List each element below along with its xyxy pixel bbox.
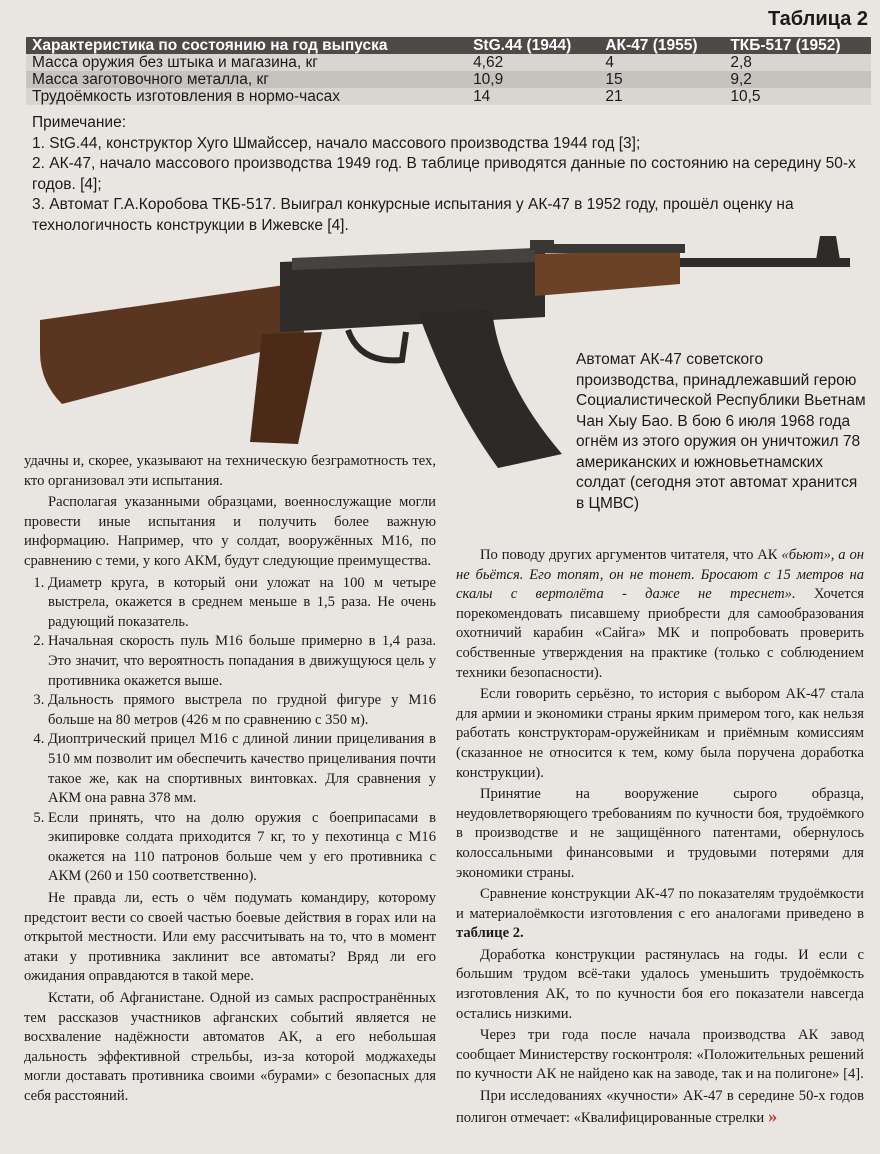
advantages-list bbox=[24, 574, 436, 888]
paragraph bbox=[456, 1087, 864, 1128]
continue-arrow-icon: » bbox=[768, 1105, 778, 1126]
table-cell: 10,9 bbox=[467, 71, 599, 88]
text-column-right bbox=[456, 546, 864, 1130]
note-item: 3. Автомат Г.А.Коробова ТКБ-517. Выиграл конкурсные испытания у АК-47 в 1952 году, прошёл оценку на технологичность конструкции в Ижевске [4]. bbox=[32, 196, 794, 234]
rifle-grip bbox=[250, 332, 322, 444]
table-row bbox=[26, 71, 871, 88]
table-cell: 14 bbox=[467, 88, 599, 105]
table-cell: 4,62 bbox=[467, 54, 599, 71]
table-cell: 4 bbox=[599, 54, 724, 71]
table-cell: Трудоёмкость изготовления в нормо-часах bbox=[26, 88, 467, 105]
list-item: 3. Дальность прямого выстрела по грудной фигуре у M16 больше на 80 метров (426 м по сравнению с 350 м). bbox=[48, 691, 436, 730]
table-cell: 9,2 bbox=[724, 71, 871, 88]
rifle-magazine bbox=[418, 310, 562, 468]
table-notes bbox=[32, 113, 868, 236]
paragraph: Доработка конструкции растянулась на годы. И если с большим трудом всё-таки удалось уменьшить трудоёмкость изготовления АК, то по кучности боя его показатели навсегда остались низкими. bbox=[456, 946, 864, 1022]
note-item: 1. StG.44, конструктор Хуго Шмайссер, начало массового производства 1944 год [3]; bbox=[32, 134, 641, 152]
table-cell: 2,8 bbox=[724, 54, 871, 71]
paragraph bbox=[456, 546, 864, 683]
paragraph: удачны и, скорее, указывают на техническую безграмотность тех, кто организовал эти испытания. bbox=[24, 453, 436, 489]
table-header-row bbox=[26, 37, 871, 54]
table-row bbox=[26, 54, 871, 71]
paragraph: Располагая указанными образцами, военнослужащие могли провести иные испытания и получить более важную информацию. Например, что у солдат, вооружённых M16, по сравнению с теми, у кого АКМ, будут следующие преимущества. bbox=[24, 494, 436, 569]
rifle-front-sight bbox=[816, 236, 840, 260]
paragraph: Через три года после начала производства АК завод сообщает Министерству госконтроля: «Положительных решений по кучности АК не найдено как на заводе, так и на полигоне» [4]. bbox=[456, 1027, 864, 1083]
header-characteristic: Характеристика по состоянию на год выпуска bbox=[26, 37, 467, 54]
list-item: 2. Начальная скорость пуль M16 больше примерно в 1,4 раза. Это значит, что вероятность попадания в движущуюся цель у противника окажется выше. bbox=[48, 632, 436, 691]
text-column-left bbox=[24, 452, 436, 1109]
list-item: 5. Если принять, что на долю оружия с боеприпасами в экипировке солдата приходится 7 кг, то у пехотинца с M16 окажется на 110 патронов больше чем у его противника с АКМ (260 и 150 соответственно). bbox=[48, 809, 436, 887]
paragraph: Не правда ли, есть о чём подумать командиру, которому предстоит вести со своей частью боевые действия в горах или на открытой местности. Или ему рассчитывать на то, что в момент атаки у противника заклинит все автоматы? Вряд ли его ожидания оправдаются в такой мере. bbox=[24, 890, 436, 985]
paragraph: Кстати, об Афганистане. Одной из самых распространённых тем рассказов участников афганских событий является не восхваление надёжности автоматов АК, а его небольшая дальность эффективной стрельбы, из-за которой моджахеды могли доставать противника своими «бурами» с безопасных для себя расстояний. bbox=[24, 990, 436, 1104]
spec-table bbox=[26, 37, 871, 105]
rifle-handguard bbox=[535, 250, 680, 296]
header-tkb517: ТКБ-517 (1952) bbox=[724, 37, 871, 54]
paragraph-text: Сравнение конструкции АК-47 по показателям трудоёмкости и материалоёмкости изготовления с его аналогами приведено в bbox=[456, 886, 864, 922]
table-title: Таблица 2 bbox=[767, 8, 868, 30]
rifle-rear-sight bbox=[530, 240, 554, 250]
table-cell: 15 bbox=[599, 71, 724, 88]
paragraph-text: Хочется порекомендовать писавшему приобрести для самообразования охотничий карабин «Сайга» МК и попробовать проверить собственные утверждения на практике (только с соблюдением техники безопасности). bbox=[456, 586, 864, 681]
note-item: 2. АК-47, начало массового производства 1949 год. В таблице приводятся данные по состоянию на середину 50-х годов. [4]; bbox=[32, 155, 856, 193]
rifle-gas-tube bbox=[535, 244, 685, 253]
table-reference: таблице 2. bbox=[456, 925, 524, 942]
list-item: 4. Диоптрический прицел M16 с длиной линии прицеливания в 510 мм позволит им обеспечить качество прицеливания почти такое же, как на спортивных винтовках. Для сравнения у АКМ она равна 378 мм. bbox=[48, 730, 436, 808]
header-ak47: АК-47 (1955) bbox=[599, 37, 724, 54]
paragraph: Принятие на вооружение сырого образца, неудовлетворяющего требованиям по кучности боя, трудоёмкого в производстве и не защищённого патентами, обернулось колоссальными финансовыми и трудовыми потерями для экономики страны. bbox=[456, 786, 864, 881]
paragraph-text: По поводу других аргументов читателя, что АК bbox=[480, 547, 778, 563]
note-heading: Примечание: bbox=[32, 114, 127, 131]
table-cell: Масса заготовочного металла, кг bbox=[26, 71, 467, 88]
table-cell: Масса оружия без штыка и магазина, кг bbox=[26, 54, 467, 71]
list-item: 1. Диаметр круга, в который они уложат на 100 м четыре выстрела, окажется в среднем меньше в 1,5 раза. Не очень радующий показатель. bbox=[48, 574, 436, 633]
table-cell: 21 bbox=[599, 88, 724, 105]
table-row bbox=[26, 88, 871, 105]
paragraph bbox=[456, 885, 864, 944]
table-cell: 10,5 bbox=[724, 88, 871, 105]
rifle-trigger-guard bbox=[348, 330, 406, 360]
photo-caption: Автомат АК-47 советского производства, принадлежавший герою Социалистической Республики Вьетнам Чан Хыу Бао. В бою 6 июля 1968 года огнём из этого оружия он уничтожил 78 американских и южновьетнамских солдат (сегодня этот автомат хранится в ЦМВС) bbox=[576, 351, 866, 512]
paragraph-text: При исследованиях «кучности» АК-47 в середине 50-х годов полигон отмечает: «Квалифицированные стрелки bbox=[456, 1088, 864, 1126]
header-stg44: StG.44 (1944) bbox=[467, 37, 599, 54]
paragraph: Если говорить серьёзно, то история с выбором АК-47 стала для армии и экономики страны ярким примером того, как нельзя работать конструкторам-оружейникам и приёмным комиссиям (сказанное не относится к тем, кому была поручена доработка конструкции). bbox=[456, 686, 864, 781]
reader-quote: «бьют», а он не бьётся. Его топят, он не тонет. Бросают с 15 метров на скалы с вертолёта - даже не треснет». bbox=[456, 547, 864, 603]
